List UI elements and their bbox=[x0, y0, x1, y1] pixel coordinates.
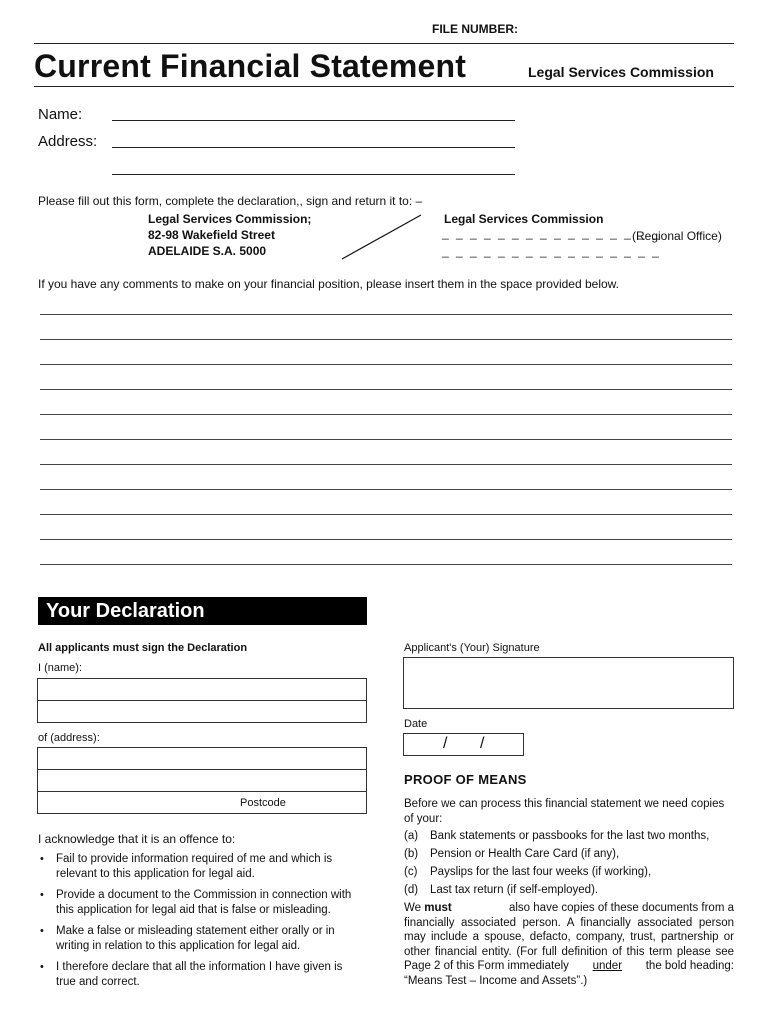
bullet-symbol: • bbox=[40, 853, 44, 865]
declarant-address-field-3[interactable] bbox=[37, 791, 367, 814]
bullet-item bbox=[40, 852, 370, 882]
name-field[interactable] bbox=[112, 120, 515, 121]
paragraph-line: other financial entity. (For full definition of this term please see bbox=[404, 945, 734, 958]
paragraph-line bbox=[404, 901, 734, 916]
bullet-line: Fail to provide information required of me and which is bbox=[56, 853, 333, 865]
page-title: Current Financial Statement bbox=[34, 48, 467, 84]
proof-intro-line: of your: bbox=[404, 813, 443, 825]
regional-commission-heading: Legal Services Commission bbox=[444, 212, 604, 226]
date-separator: / bbox=[443, 735, 448, 752]
page-subtitle: Legal Services Commission bbox=[528, 64, 714, 80]
comment-line[interactable] bbox=[40, 364, 732, 365]
comment-line[interactable] bbox=[40, 539, 732, 540]
proof-intro bbox=[404, 797, 736, 827]
commission-address-line-2: 82-98 Wakefield Street bbox=[148, 228, 275, 242]
regional-office-field-1[interactable]: _ _ _ _ _ _ _ _ _ _ _ _ _ _ _ _ bbox=[442, 226, 661, 240]
proof-item-marker: (b) bbox=[404, 848, 419, 860]
para-we: We bbox=[404, 902, 422, 914]
proof-item-marker: (a) bbox=[404, 830, 419, 842]
bullet-symbol: • bbox=[40, 925, 44, 937]
declarant-address-field-1[interactable] bbox=[37, 747, 367, 770]
proof-item bbox=[404, 830, 709, 842]
date-separator: / bbox=[480, 735, 485, 752]
bullet-line: relevant to this application for legal aid. bbox=[56, 868, 255, 880]
proof-item-text: Pension or Health Care Card (if any), bbox=[430, 848, 620, 860]
signature-field[interactable] bbox=[403, 657, 734, 709]
address-field-line-2[interactable] bbox=[112, 174, 515, 175]
header-bottom-rule bbox=[34, 86, 734, 87]
bullet-symbol: • bbox=[40, 961, 44, 973]
signature-label: Applicant's (Your) Signature bbox=[404, 642, 540, 654]
comment-line[interactable] bbox=[40, 414, 732, 415]
paragraph-line: may include a spouse, defacto, company, trust, partnership or bbox=[404, 931, 734, 944]
bullet-line: this application for legal aid that is false or misleading. bbox=[56, 904, 331, 916]
paragraph-line: financially associated person. A financially associated person bbox=[404, 916, 734, 929]
file-number-label: FILE NUMBER: bbox=[432, 22, 518, 36]
bullet-item bbox=[40, 888, 370, 918]
declarant-name-field-1[interactable] bbox=[37, 678, 367, 701]
comment-line[interactable] bbox=[40, 314, 732, 315]
declaration-heading: Your Declaration bbox=[46, 600, 205, 622]
bullet-line: Make a false or misleading statement either orally or in bbox=[56, 925, 335, 937]
proof-item-text: Bank statements or passbooks for the last two months, bbox=[430, 830, 710, 842]
comment-line[interactable] bbox=[40, 514, 732, 515]
proof-item-text: Last tax return (if self-employed). bbox=[430, 884, 599, 896]
para-line-1-rest: also have copies of these documents from a bbox=[508, 902, 734, 914]
proof-item bbox=[404, 866, 651, 878]
must-sign-note: All applicants must sign the Declaration bbox=[38, 642, 248, 654]
comments-instruction: If you have any comments to make on your financial position, please insert them in the space provided below. bbox=[38, 277, 619, 291]
comment-line[interactable] bbox=[40, 389, 732, 390]
para-last-post: the bold heading: bbox=[645, 960, 734, 973]
header-top-rule bbox=[34, 43, 734, 44]
bullet-line: I therefore declare that all the information I have given is bbox=[56, 961, 343, 973]
proof-of-means-heading: PROOF OF MEANS bbox=[404, 772, 527, 787]
para-last-pre: Page 2 of this Form immediately bbox=[404, 960, 569, 973]
bullet-line: true and correct. bbox=[56, 976, 140, 988]
proof-intro-line: Before we can process this financial statement we need copies bbox=[404, 798, 725, 810]
declarant-name-label: I (name): bbox=[38, 662, 83, 674]
comment-line[interactable] bbox=[40, 464, 732, 465]
date-label: Date bbox=[404, 718, 428, 730]
declarant-name-field-2[interactable] bbox=[37, 700, 367, 723]
bullet-item bbox=[40, 960, 370, 990]
comment-line[interactable] bbox=[40, 439, 732, 440]
declarant-address-field-2[interactable] bbox=[37, 769, 367, 792]
proof-item bbox=[404, 848, 619, 860]
bullet-line: writing in relation to this application for legal aid. bbox=[56, 940, 301, 952]
para-under: under bbox=[592, 960, 623, 973]
proof-item bbox=[404, 884, 598, 896]
associated-person-paragraph bbox=[404, 901, 734, 989]
regional-office-field-2[interactable]: _ _ _ _ _ _ _ _ _ _ _ _ _ _ _ _ bbox=[442, 244, 661, 258]
name-label: Name: bbox=[38, 106, 83, 123]
diagonal-divider bbox=[340, 212, 424, 262]
bullet-item bbox=[40, 924, 370, 954]
commission-address-line-3: ADELAIDE S.A. 5000 bbox=[148, 244, 267, 258]
address-field-line-1[interactable] bbox=[112, 147, 515, 148]
paragraph-line bbox=[404, 959, 734, 974]
postcode-label: Postcode bbox=[240, 797, 286, 809]
return-instruction: Please fill out this form, complete the declaration,, sign and return it to: – bbox=[38, 194, 423, 208]
comment-line[interactable] bbox=[40, 489, 732, 490]
bullet-line: Provide a document to the Commission in connection with bbox=[56, 889, 352, 901]
date-field[interactable] bbox=[403, 733, 524, 756]
address-label: Address: bbox=[38, 133, 98, 150]
declarant-address-label: of (address): bbox=[38, 732, 100, 744]
proof-item-text: Payslips for the last four weeks (if working), bbox=[430, 866, 652, 878]
regional-office-label: (Regional Office) bbox=[632, 229, 722, 243]
acknowledge-text: I acknowledge that it is an offence to: bbox=[38, 832, 236, 846]
paragraph-line: “Means Test – Income and Assets”.) bbox=[404, 974, 588, 987]
commission-address-line-1: Legal Services Commission; bbox=[148, 212, 312, 226]
comment-line[interactable] bbox=[40, 339, 732, 340]
bullet-symbol: • bbox=[40, 889, 44, 901]
proof-item-marker: (c) bbox=[404, 866, 418, 878]
para-must: must bbox=[424, 902, 452, 914]
proof-item-marker: (d) bbox=[404, 884, 419, 896]
comment-line[interactable] bbox=[40, 564, 732, 565]
